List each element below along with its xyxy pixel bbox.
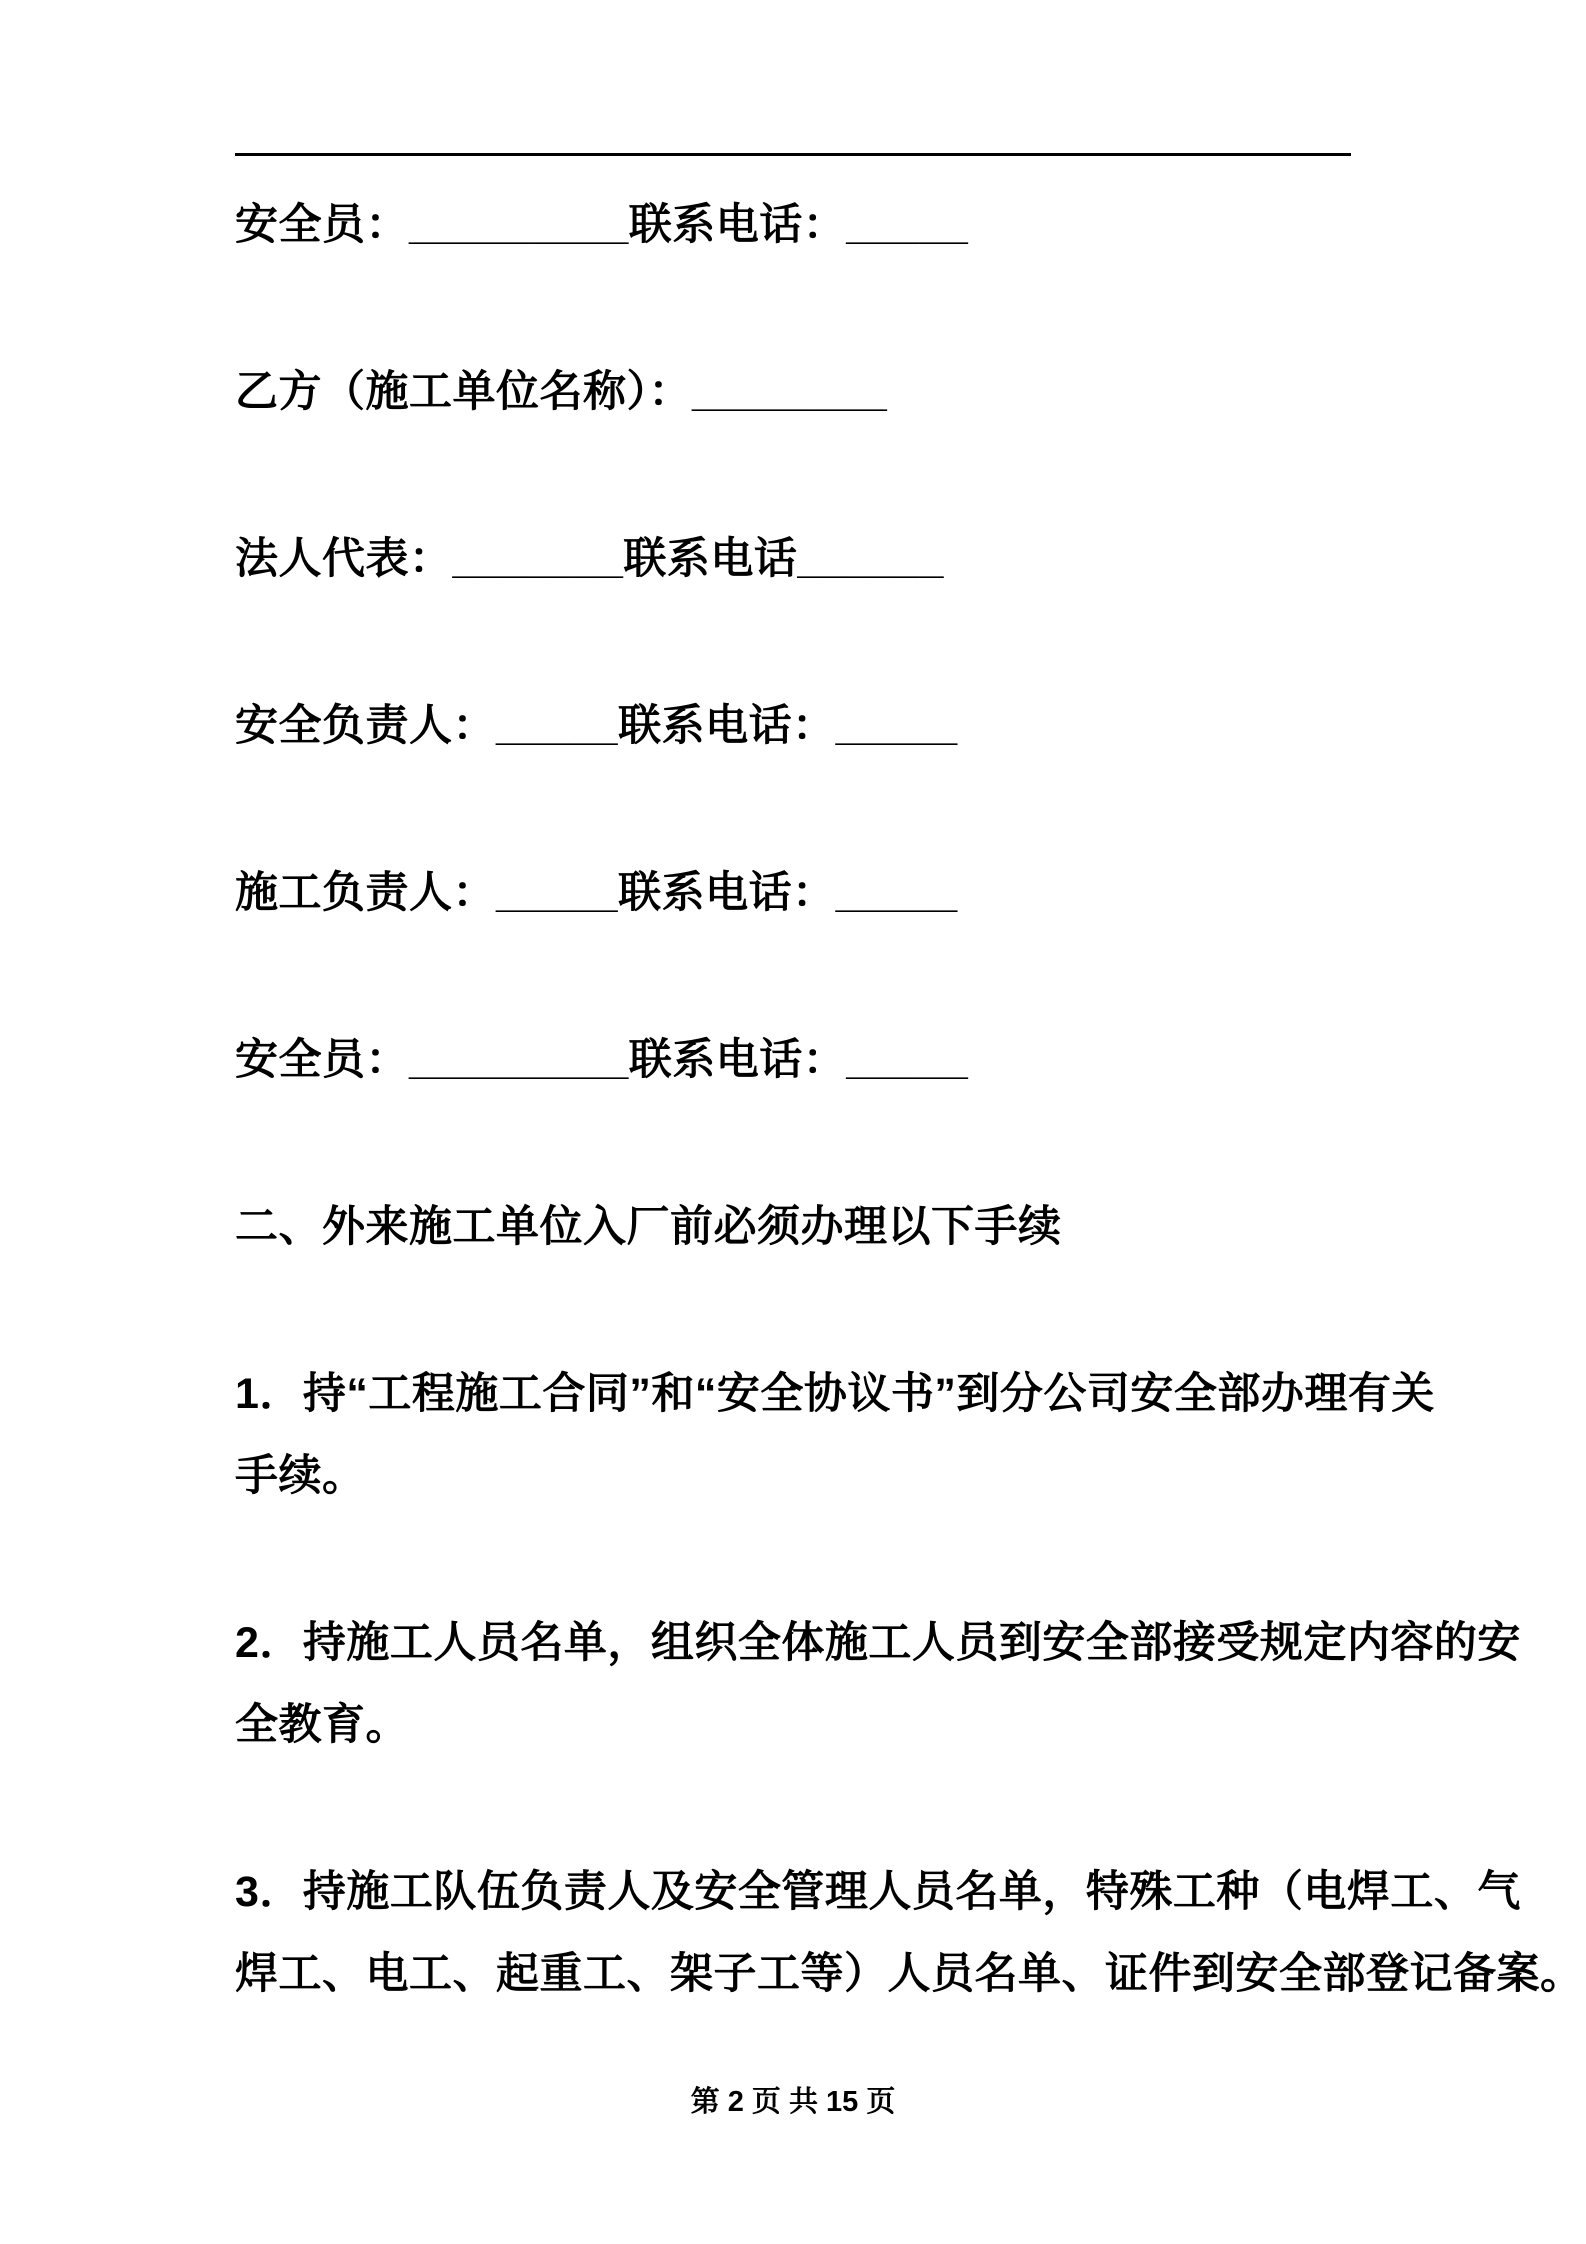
list-item-1-line-2: 手续。 <box>235 1452 366 1500</box>
list-item-3 <box>235 1851 1584 2015</box>
header-rule <box>235 153 1351 156</box>
document-body <box>235 184 1584 2100</box>
contact-line-safety-manager: 安全负责人：_____联系电话：_____ <box>235 702 958 750</box>
list-item-2-line-2: 全教育。 <box>235 1701 409 1749</box>
list-item-1-line-1: 1．持“工程施工合同”和“安全协议书”到分公司安全部办理有关 <box>235 1370 1435 1418</box>
list-item-1 <box>235 1353 1435 1517</box>
list-item-3-line-2: 焊工、电工、起重工、架子工等）人员名单、证件到安全部登记备案。 <box>235 1950 1584 1998</box>
contact-line-legal-representative: 法人代表：_______联系电话______ <box>235 535 944 583</box>
list-item-3-line-1: 3．持施工队伍负责人及安全管理人员名单，特殊工种（电焊工、气 <box>235 1868 1521 1916</box>
page-number: 第 2 页 共 15 页 <box>690 2086 896 2118</box>
contact-line-party-b: 乙方（施工单位名称）：________ <box>235 368 888 416</box>
contact-line-safety-officer-1: 安全员：_________联系电话：_____ <box>235 201 969 249</box>
section-heading: 二、外来施工单位入厂前必须办理以下手续 <box>235 1203 1062 1251</box>
list-item-2 <box>235 1602 1521 1766</box>
contact-line-construction-manager: 施工负责人：_____联系电话：_____ <box>235 869 958 917</box>
list-item-2-line-1: 2．持施工人员名单，组织全体施工人员到安全部接受规定内容的安 <box>235 1619 1521 1667</box>
contact-line-safety-officer-2: 安全员：_________联系电话：_____ <box>235 1036 969 1084</box>
